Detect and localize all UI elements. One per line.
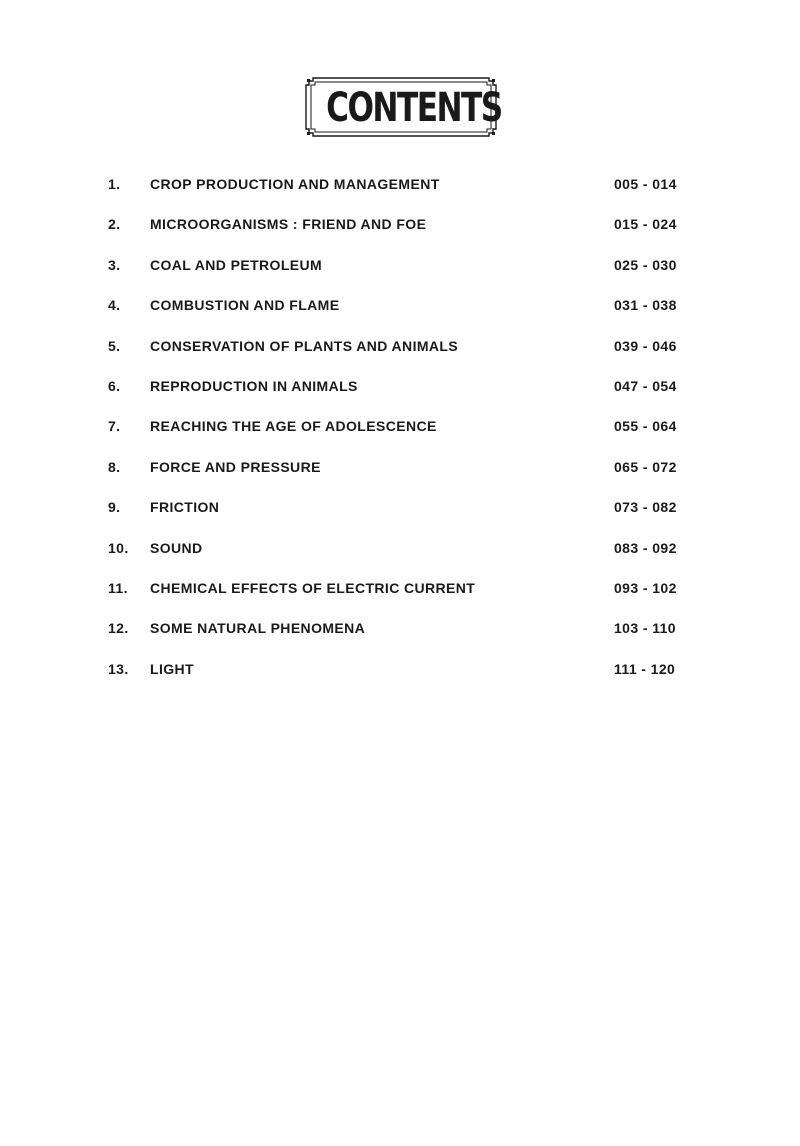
toc-entry xyxy=(108,208,678,248)
page-range: 103 - 110 xyxy=(614,620,676,637)
chapter-number: 11. xyxy=(108,579,128,596)
chapter-title: MICROORGANISMS : FRIEND AND FOE xyxy=(150,216,427,233)
chapter-title: FRICTION xyxy=(150,499,220,516)
page-title: CONTENTS xyxy=(326,85,502,131)
page-range: 093 - 102 xyxy=(614,579,677,596)
chapter-title: CROP PRODUCTION AND MANAGEMENT xyxy=(150,176,440,192)
chapter-number: 1. xyxy=(108,176,121,192)
chapter-number: 13. xyxy=(108,660,129,677)
chapter-title: REACHING THE AGE OF ADOLESCENCE xyxy=(150,418,437,435)
page-range: 005 - 014 xyxy=(614,176,677,192)
chapter-number: 9. xyxy=(108,499,121,516)
chapter-title: COAL AND PETROLEUM xyxy=(150,256,323,273)
page-range: 111 - 120 xyxy=(614,660,676,677)
chapter-title: SOUND xyxy=(150,539,203,556)
toc-entry xyxy=(108,612,678,652)
toc-entry xyxy=(108,168,678,208)
page-range: 065 - 072 xyxy=(614,458,677,475)
chapter-title: CONSERVATION OF PLANTS AND ANIMALS xyxy=(150,337,459,354)
chapter-number: 7. xyxy=(108,418,121,435)
table-of-contents xyxy=(108,168,678,693)
chapter-number: 10. xyxy=(108,539,129,556)
chapter-number: 3. xyxy=(108,256,121,273)
chapter-number: 5. xyxy=(108,337,121,354)
toc-entry xyxy=(108,330,678,370)
chapter-title: CHEMICAL EFFECTS OF ELECTRIC CURRENT xyxy=(150,579,476,596)
chapter-title: LIGHT xyxy=(150,660,194,677)
toc-entry xyxy=(108,289,678,329)
chapter-number: 2. xyxy=(108,216,121,233)
contents-heading-box xyxy=(305,77,502,137)
page-range: 039 - 046 xyxy=(614,337,677,354)
chapter-title: FORCE AND PRESSURE xyxy=(150,458,321,475)
toc-entry xyxy=(108,532,678,572)
chapter-number: 6. xyxy=(108,377,121,394)
page-range: 047 - 054 xyxy=(614,377,677,394)
page-range: 083 - 092 xyxy=(614,539,677,556)
toc-entry xyxy=(108,451,678,491)
page-range: 055 - 064 xyxy=(614,418,677,435)
page-range: 073 - 082 xyxy=(614,499,677,516)
toc-entry xyxy=(108,410,678,450)
toc-entry xyxy=(108,653,678,693)
page-range: 015 - 024 xyxy=(614,216,677,233)
chapter-number: 8. xyxy=(108,458,121,475)
chapter-number: 12. xyxy=(108,620,129,637)
toc-entry xyxy=(108,249,678,289)
toc-entry xyxy=(108,370,678,410)
chapter-title: SOME NATURAL PHENOMENA xyxy=(150,620,366,637)
toc-entry xyxy=(108,491,678,531)
toc-entry xyxy=(108,572,678,612)
chapter-title: REPRODUCTION IN ANIMALS xyxy=(150,377,358,394)
chapter-number: 4. xyxy=(108,297,121,314)
chapter-title: COMBUSTION AND FLAME xyxy=(150,297,340,314)
page-range: 025 - 030 xyxy=(614,256,677,273)
page-range: 031 - 038 xyxy=(614,297,677,314)
